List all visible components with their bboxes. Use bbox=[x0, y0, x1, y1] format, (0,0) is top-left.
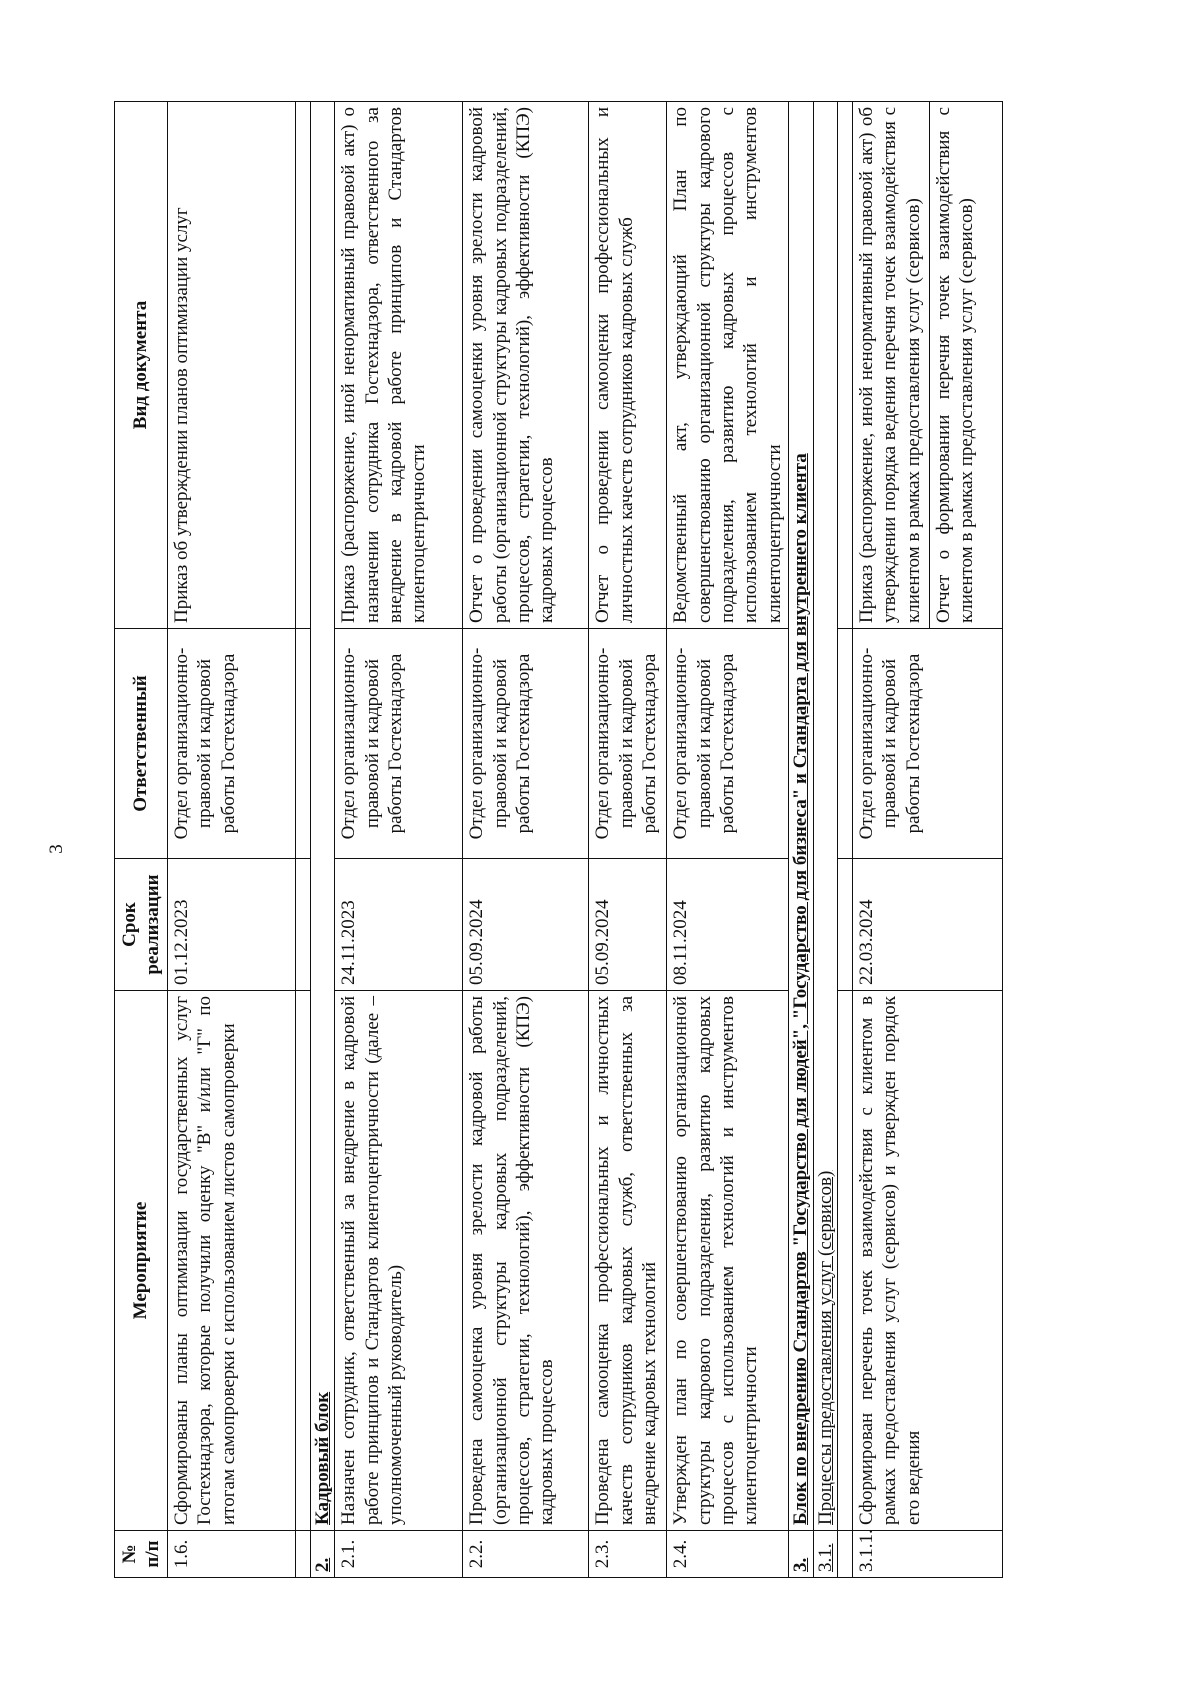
section-num: 2. bbox=[311, 1531, 335, 1578]
header-activity: Мероприятие bbox=[115, 991, 168, 1531]
row-responsible: Отдел организационно-правовой и кадровой работы Гостехнадзора bbox=[335, 629, 463, 859]
spacer-row bbox=[837, 102, 852, 1578]
row-activity: Проведена самооценка уровня зрелости кадровой работы (организационной структуры кадровых подразделений, процессов, стратегии, технологий), эффективности (КПЭ) кадровых процессов bbox=[463, 991, 589, 1531]
row-doc-type bbox=[852, 102, 1002, 629]
table-header-row bbox=[115, 102, 168, 1578]
row-deadline: 22.03.2024 bbox=[852, 859, 1002, 991]
table-row bbox=[168, 102, 296, 1578]
row-num: 2.3. bbox=[589, 1531, 667, 1578]
header-responsible: Ответственный bbox=[115, 629, 168, 859]
row-deadline: 08.11.2024 bbox=[667, 859, 789, 991]
table-row bbox=[463, 102, 589, 1578]
row-responsible: Отдел организационно-правовой и кадровой работы Гостехнадзора bbox=[589, 629, 667, 859]
header-deadline: Срок реализации bbox=[115, 859, 168, 991]
subsection-title: Процессы предоставления услуг (сервисов) bbox=[813, 102, 837, 1531]
doc-type-report: Отчет о формировании перечня точек взаимодействия с клиентом в рамках предоставления услуг (сервисов) bbox=[932, 107, 978, 623]
row-deadline: 05.09.2024 bbox=[589, 859, 667, 991]
row-num: 2.2. bbox=[463, 1531, 589, 1578]
table-row bbox=[589, 102, 667, 1578]
row-activity: Сформирован перечень точек взаимодействия с клиентом в рамках предоставления услуг (сервисов) и утвержден порядок его ведения bbox=[852, 991, 1002, 1531]
subsection-num: 3.1. bbox=[813, 1531, 837, 1578]
section-title: Блок по внедрению Стандартов "Государство для людей", "Государство для бизнеса" и Стандарта для внутреннего клиента bbox=[789, 102, 813, 1531]
row-responsible: Отдел организационно-правовой и кадровой работы Гостехнадзора bbox=[463, 629, 589, 859]
table-row bbox=[335, 102, 463, 1578]
page-number: 3 bbox=[45, 844, 67, 854]
row-responsible: Отдел организационно-правовой и кадровой работы Гостехнадзора bbox=[168, 629, 296, 859]
row-num: 1.6. bbox=[168, 1531, 296, 1578]
row-responsible: Отдел организационно-правовой и кадровой работы Гостехнадзора bbox=[667, 629, 789, 859]
row-doc-type: Отчет о проведении самооценки профессиональных и личностных качеств сотрудников кадровых служб bbox=[589, 102, 667, 629]
row-responsible: Отдел организационно-правовой и кадровой работы Гостехнадзора bbox=[852, 629, 1002, 859]
section-row bbox=[789, 102, 813, 1578]
row-num: 2.4. bbox=[667, 1531, 789, 1578]
row-activity: Проведена самооценка профессиональных и личностных качеств сотрудников кадровых служб, ответственных за внедрение кадровых технологий bbox=[589, 991, 667, 1531]
row-deadline: 01.12.2023 bbox=[168, 859, 296, 991]
row-num: 2.1. bbox=[335, 1531, 463, 1578]
row-activity: Назначен сотрудник, ответственный за внедрение в кадровой работе принципов и Стандартов клиентоцентричности (далее – уполномоченный руководитель) bbox=[335, 991, 463, 1531]
table-row bbox=[852, 102, 1002, 1578]
row-activity: Утвержден план по совершенствованию организационной структуры кадрового подразделения, развитию кадровых процессов с использованием технологий и инструментов клиентоцентричности bbox=[667, 991, 789, 1531]
section-num: 3. bbox=[789, 1531, 813, 1578]
row-deadline: 24.11.2023 bbox=[335, 859, 463, 991]
table-row bbox=[667, 102, 789, 1578]
row-doc-type: Приказ об утверждении планов оптимизации услуг bbox=[168, 102, 296, 629]
action-plan-table bbox=[114, 101, 1003, 1578]
doc-type-order: Приказ (распоряжение, иной ненормативный правовой акт) об утверждении порядка ведения перечня точек взаимодействия с клиентом в рамках предоставления услуг (сервисов) bbox=[855, 102, 930, 628]
rotated-page-content bbox=[114, 102, 1030, 1578]
row-activity: Сформированы планы оптимизации государственных услуг Гостехнадзора, которые получили оценку "В" и/или "Г" по итогам самопроверки с использованием листов самопроверки bbox=[168, 991, 296, 1531]
row-doc-type: Приказ (распоряжение, иной ненормативный правовой акт) о назначении сотрудника Гостехнадзора, ответственного за внедрение в кадровой работе принципов и Стандартов клиентоцентричности bbox=[335, 102, 463, 629]
section-row bbox=[311, 102, 335, 1578]
subsection-row bbox=[813, 102, 837, 1578]
row-doc-type: Отчет о проведении самооценки уровня зрелости кадровой работы (организационной структуры кадровых подразделений, процессов, стратегии, технологий), эффективности (КПЭ) кадровых процессов bbox=[463, 102, 589, 629]
header-doc-type: Вид документа bbox=[115, 102, 168, 629]
row-deadline: 05.09.2024 bbox=[463, 859, 589, 991]
section-title: Кадровый блок bbox=[311, 102, 335, 1531]
spacer-row bbox=[296, 102, 311, 1578]
row-num: 3.1.1. bbox=[852, 1531, 1002, 1578]
row-doc-type: Ведомственный акт, утверждающий План по совершенствованию организационной структуры кадрового подразделения, развитию кадровых процессов с использованием технологий и инструментов клиентоцентричности bbox=[667, 102, 789, 629]
header-num: № п/п bbox=[115, 1531, 168, 1578]
